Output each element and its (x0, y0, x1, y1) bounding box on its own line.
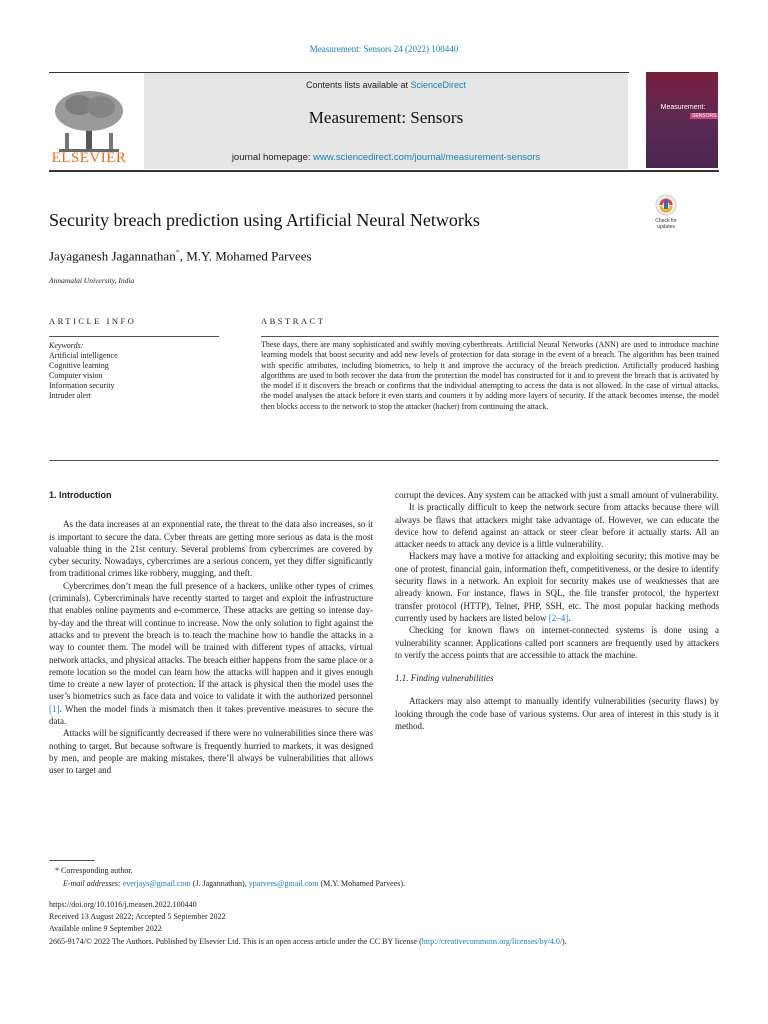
article-info-rule (49, 336, 219, 337)
author-1[interactable]: Jayaganesh Jagannathan (49, 248, 176, 264)
email-link-1[interactable]: everjays@gmail.com (122, 879, 191, 888)
contents-line (144, 80, 628, 90)
keyword-item: Artificial intelligence (49, 351, 118, 360)
journal-name: Measurement: Sensors (308, 108, 464, 127)
keyword-item: Cognitive learning (49, 361, 109, 370)
license-end: ). (562, 937, 567, 946)
check-updates-icon (655, 194, 677, 216)
header-bottom-rule (49, 170, 719, 172)
contents-prefix: Contents lists available at (305, 80, 411, 90)
paragraph: Attacks will be significantly decreased if there were no vulnerabilities since there was nothing to target. But because software is frequently hurried to markets, it was designed by men, and people are making mistakes, there’ll always be vulnerabilities that allows user to target and (49, 728, 373, 776)
section-heading-introduction: 1. Introduction (49, 490, 112, 500)
subsection-heading: 1.1. Finding vulnerabilities (395, 673, 494, 684)
keywords-block (49, 341, 118, 401)
corresponding-author-mark[interactable]: * (175, 248, 180, 257)
article-info-heading: ARTICLE INFO (49, 316, 137, 326)
paragraph-text: . When the model finds a mismatch then it takes preventive measures to secure the data. (49, 703, 373, 727)
online-date: Available online 9 September 2022 (49, 924, 162, 933)
keyword-item: Information security (49, 381, 115, 390)
paragraph: Checking for known flaws on internet-connected systems is done using a vulnerability scanner. Applications called port scanners are frequently used by attackers to verify the access points that are accessible to attack the machine. (395, 625, 719, 660)
email-owner-1: (J. Jagannathan), (190, 879, 249, 888)
paragraph: Attackers may also attempt to manually identify vulnerabilities (security flaws) by looking through the code base of various systems. Our area of interest in this study is it method. (395, 696, 719, 732)
paragraph-text: Cybercrimes don’t mean the full presence of a hackers, unlike other types of crimes (criminals). Cybercriminals have recently started to target and exploit the infrastructure that enables online payments and e-commerce. These attacks are getting so intense day-by-day and the threat will continue to increase. Now the only solution to fight against the attacks and to prevent the breach is to teach the machine how to handle the attacks in a way to counter them. The model will be trained with different types of attacks, virtual network attacks, and physical attacks. The breach either happens from the same place or a remote location so the model can learn how the attacks will happen and it gives enough time to create a new layer of protection. If the attack is physical then the model uses the user’s biometrics such as face data and voice to validate it with the authorized personnel (49, 580, 373, 702)
left-column (49, 489, 373, 777)
paragraph-text: . (568, 612, 571, 623)
article-title: Security breach prediction using Artificial Neural Networks (49, 210, 480, 230)
paragraph (395, 550, 719, 624)
citation-link[interactable]: [2–4] (548, 612, 569, 623)
abstract-bottom-rule (49, 460, 719, 461)
cover-subtitle: SENSORS (692, 113, 717, 119)
paragraph: corrupt the devices. Any system can be attacked with just a small amount of vulnerability. (395, 490, 719, 500)
keywords-label: Keywords: (49, 341, 84, 350)
email-label: E-mail addresses: (63, 879, 123, 888)
journal-homepage-link[interactable]: www.sciencedirect.com/journal/measurement-sensors (313, 152, 541, 163)
homepage-prefix: journal homepage: (231, 152, 314, 163)
license-text: 2665-9174/© 2022 The Authors. Published by Elsevier Ltd. This is an open access article under the CC BY license ( (49, 937, 422, 946)
corresponding-author-note: * Corresponding author. (55, 866, 133, 875)
keyword-item: Computer vision (49, 371, 103, 380)
paragraph: As the data increases at an exponential rate, the threat to the data also increases, so it is important to secure the data. Cyber threats are getting more serious as data is the most valuable thing in the 21st century. Several problems from cybercrimes are covered by cyber security. Nowadays, cybercrimes are a serious concern, yet they differ significantly from traditional crimes like robbery, mugging, and theft. (49, 519, 373, 579)
author-2[interactable]: , M.Y. Mohamed Parvees (179, 248, 312, 264)
doi-link[interactable]: https://doi.org/10.1016/j.measen.2022.100440 (49, 900, 197, 909)
keyword-item: Intruder alert (49, 391, 91, 400)
publisher-name: ELSEVIER (51, 150, 127, 166)
abstract-rule (261, 336, 719, 337)
author-list (49, 248, 312, 264)
abstract-text: These days, there are many sophisticated and swiftly moving cyberthreats. Artificial Neural Networks (ANN) are used to introduce machine learning models that boost security and add new levels of protection for data storage in the event of a breach. The algorithm has been trained with specific attributes, including biometrics, to help it and improve the accuracy of the breach prediction. Artificially produced hashing algorithms are used to both recover the data from the protection the model has constructed for it and to prevent the breach that is activated by the model if it discovers the breach or confirms that the individual attempting to access the data is not allowed. In the case of virtual attacks, the model analyses the attack before it even starts and counters it by adding more layers of security. If the attack becomes intense, the model then blocks access to the network to stop the attacker (hacker) from continuing the attack. (261, 340, 719, 411)
sciencedirect-link[interactable]: ScienceDirect (410, 80, 467, 90)
badge-label: Check for updates (655, 218, 677, 230)
paragraph (49, 580, 373, 728)
affiliation: Annamalai University, India (49, 276, 135, 285)
paragraph: It is practically difficult to keep the network secure from attacks because there will always be flaws that attackers might take advantage of. However, we can educate the device how to defend against an attack or steer clear before it actually starts. All an attacker needs to attack any device is a little vulnerability. (395, 502, 719, 550)
journal-cover-image (646, 72, 718, 168)
paragraph-text: Hackers may have a motive for attacking and exploiting security; this motive may be one of protest, financial gain, information theft, competitiveness, or the desire to identify security flaws in a network. An exploit for security makes use of weaknesses that are already known. For instance, flaws in SQL, the file transfer protocol, the hypertext transfer protocol (HTTP), Telnet, PHP, SSH, etc. The most popular hacking methods currently used by hackers are listed below (395, 551, 719, 623)
check-for-updates-badge[interactable] (648, 194, 684, 228)
footnote-rule (49, 860, 95, 861)
received-dates: Received 13 August 2022; Accepted 5 September 2022 (49, 912, 226, 921)
license-line (49, 936, 729, 947)
abstract-heading: ABSTRACT (261, 316, 326, 326)
email-addresses (63, 878, 405, 889)
email-owner-2: (M.Y. Mohamed Parvees). (318, 879, 406, 888)
cover-title: Measurement: (660, 104, 706, 111)
license-link[interactable]: http://creativecommons.org/licenses/by/4.0/ (421, 937, 563, 946)
email-link-2[interactable]: yparvees@gmail.com (248, 879, 319, 888)
citation-link[interactable]: [1] (49, 703, 60, 714)
journal-homepage-line (144, 152, 628, 163)
right-column (395, 489, 719, 732)
journal-reference[interactable]: Measurement: Sensors 24 (2022) 100440 (309, 44, 459, 54)
